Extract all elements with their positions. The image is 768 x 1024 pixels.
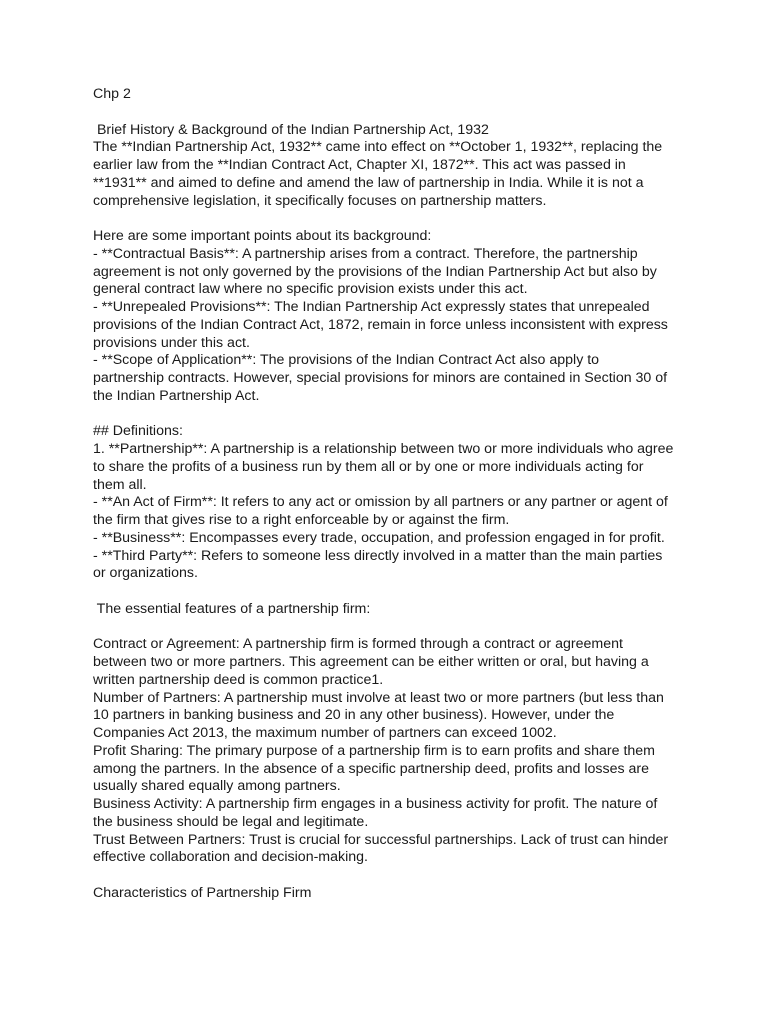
feature-line: 10 partners in banking business and 20 in any other business). However, under the bbox=[93, 707, 615, 724]
feature-line: written partnership deed is common practice1. bbox=[93, 671, 384, 688]
definition-line: - **Business**: Encompasses every trade, occupation, and profession engaged in for profit. bbox=[93, 529, 665, 546]
history-line: The **Indian Partnership Act, 1932** came into effect on **October 1, 1932**, replacing the bbox=[93, 139, 663, 156]
characteristics-heading: Characteristics of Partnership Firm bbox=[93, 884, 312, 901]
history-heading: Brief History & Background of the Indian Partnership Act, 1932 bbox=[93, 121, 489, 138]
feature-line: Profit Sharing: The primary purpose of a partnership firm is to earn profits and share them bbox=[93, 742, 655, 759]
background-line: provisions under this act. bbox=[93, 334, 250, 351]
feature-line: between two or more partners. This agreement can be either written or oral, but having a bbox=[93, 654, 649, 670]
feature-line: among the partners. In the absence of a specific partnership deed, profits and losses are bbox=[93, 760, 650, 777]
definition-line: or organizations. bbox=[93, 565, 198, 582]
history-line: comprehensive legislation, it specifically focuses on partnership matters. bbox=[93, 192, 547, 209]
feature-line: Trust Between Partners: Trust is crucial for successful partnerships. Lack of trust can hinder bbox=[93, 831, 669, 848]
definition-line: the firm that gives rise to a right enforceable by or against the firm. bbox=[93, 512, 510, 528]
background-line: - **Unrepealed Provisions**: The Indian Partnership Act expressly states that unrepealed bbox=[93, 299, 650, 315]
history-line: earlier law from the **Indian Contract Act, Chapter XI, 1872**. This act was passed in bbox=[93, 157, 626, 173]
document-page bbox=[93, 86, 693, 903]
spacer bbox=[93, 210, 693, 228]
background-line: - **Contractual Basis**: A partnership arises from a contract. Therefore, the partnership bbox=[93, 245, 638, 262]
definition-line: - **An Act of Firm**: It refers to any act or omission by all partners or any partner or agent of bbox=[93, 494, 668, 511]
spacer bbox=[93, 867, 693, 885]
background-line: - **Scope of Application**: The provisions of the Indian Contract Act also apply to bbox=[93, 352, 600, 369]
feature-line: Contract or Agreement: A partnership firm is formed through a contract or agreement bbox=[93, 636, 623, 653]
spacer bbox=[93, 104, 693, 122]
features-heading: The essential features of a partnership firm: bbox=[93, 600, 371, 617]
background-line: general contract law where no specific provision exists under this act. bbox=[93, 281, 528, 298]
feature-line: Companies Act 2013, the maximum number of partners can exceed 1002. bbox=[93, 725, 557, 741]
background-line: the Indian Partnership Act. bbox=[93, 387, 260, 404]
background-line: agreement is not only governed by the provisions of the Indian Partnership Act but also by bbox=[93, 263, 657, 280]
feature-line: the business should be legal and legitimate. bbox=[93, 813, 369, 830]
definition-line: them all. bbox=[93, 476, 147, 493]
feature-line: usually shared equally among partners. bbox=[93, 778, 341, 795]
definitions-heading: ## Definitions: bbox=[93, 423, 183, 440]
background-line: provisions of the Indian Contract Act, 1872, remain in force unless inconsistent with express bbox=[93, 316, 668, 333]
spacer bbox=[93, 583, 693, 601]
history-line: **1931** and aimed to define and amend the law of partnership in India. While it is not a bbox=[93, 174, 644, 191]
background-line: partnership contracts. However, special provisions for minors are contained in Section 30 of bbox=[93, 370, 668, 386]
chapter-heading: Chp 2 bbox=[93, 86, 131, 102]
feature-line: Business Activity: A partnership firm engages in a business activity for profit. The nature of bbox=[93, 796, 658, 812]
definition-line: to share the profits of a business run by them all or by one or more individuals acting for bbox=[93, 458, 644, 475]
definition-line: 1. **Partnership**: A partnership is a relationship between two or more individuals who agree bbox=[93, 441, 674, 457]
background-intro: Here are some important points about its background: bbox=[93, 228, 432, 244]
spacer bbox=[93, 406, 693, 424]
definition-line: - **Third Party**: Refers to someone less directly involved in a matter than the main parties bbox=[93, 547, 663, 564]
feature-line: Number of Partners: A partnership must involve at least two or more partners (but less than bbox=[93, 689, 664, 706]
feature-line: effective collaboration and decision-making. bbox=[93, 849, 368, 866]
spacer bbox=[93, 619, 693, 637]
